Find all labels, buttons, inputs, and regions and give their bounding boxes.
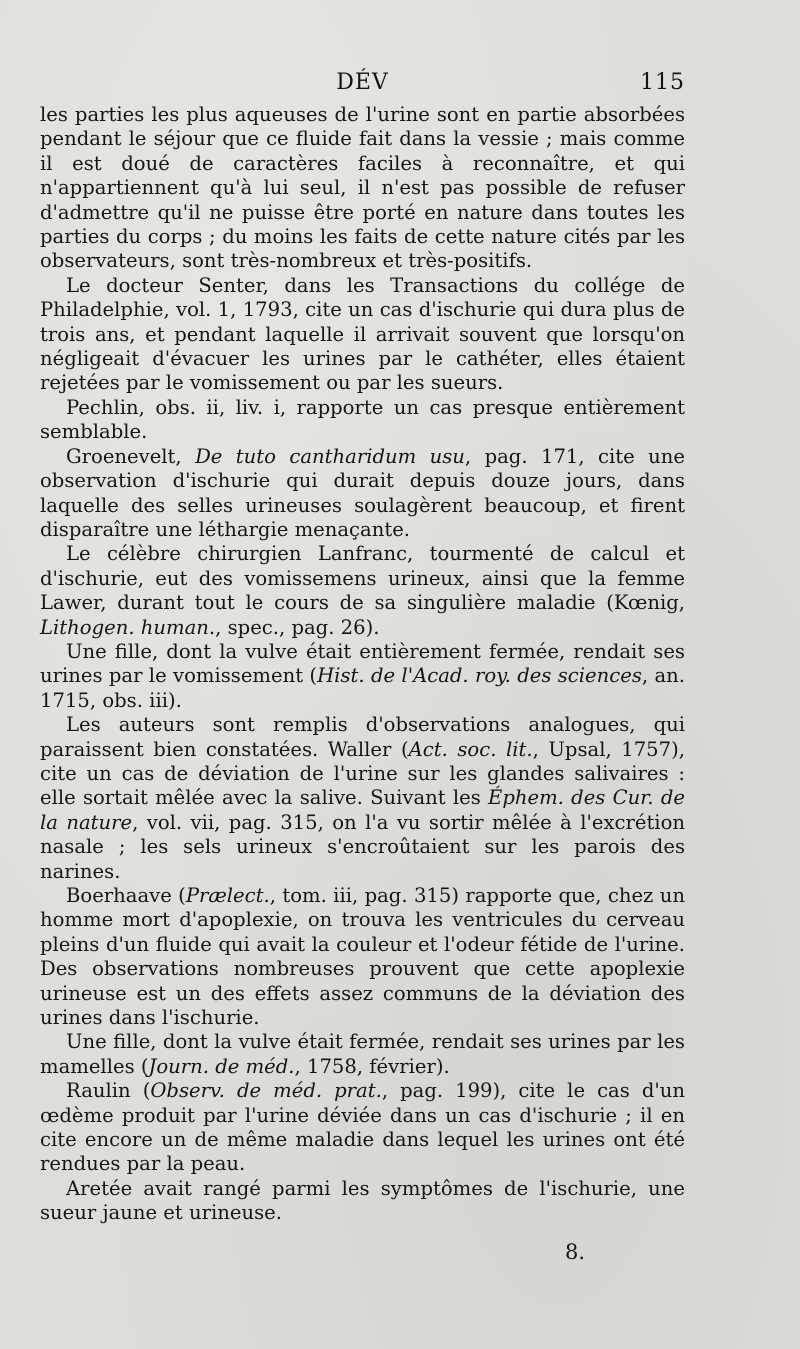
paragraph [40, 640, 685, 713]
paragraph [40, 1030, 685, 1079]
citation-title: Prælect. [185, 884, 270, 907]
text-run: Une fille, dont la vulve était entièrement fermée, rendait ses urines par le vomissement ( [40, 639, 685, 688]
paragraph [40, 713, 685, 884]
paragraph [40, 884, 685, 1030]
running-head [40, 70, 685, 100]
text-run: , 1758, février). [294, 1054, 450, 1078]
citation-title: Hist. de l'Acad. roy. des sciences [317, 664, 642, 688]
text-run: , Upsal, 1757), cite un cas de déviation de l'urine sur les glandes salivaires : elle sortait mêlée avec la salive. Suivant les [40, 737, 685, 810]
text-run: Le docteur Senter, dans les Transactions du collége de Philadelphie, vol. 1, 1793, cite un cas d'ischurie qui dura plus de trois ans, et pendant laquelle il arrivait souvent que lorsqu'on négligeait d'évacuer les urines par le cathéter, elles étaient rejetées par le vomissement ou par les sueurs. [40, 273, 685, 395]
paragraph [40, 274, 685, 396]
paragraph [40, 1177, 685, 1226]
citation-title: Éphem. des Cur. de la nature [40, 786, 686, 834]
text-run: Aretée avait rangé parmi les symptômes de l'ischurie, une sueur jaune et urineuse. [40, 1176, 685, 1225]
text-run: les parties les plus aqueuses de l'urine sont en partie absorbées pendant le séjour que ce fluide fait dans la vessie ; mais comme il est doué de caractères faciles à reconnaître, et qui n'appartiennent qu'à lui seul, il n'est pas possible de refuser d'admettre qu'il ne puisse être porté en nature dans toutes les parties du corps ; du moins les faits de cette nature cités par les observateurs, sont très-nombreux et très-positifs. [40, 103, 685, 273]
text-run: Boerhaave ( [66, 884, 186, 907]
text-run: Une fille, dont la vulve était fermée, rendait ses urines par les mamelles ( [40, 1030, 685, 1078]
paragraph [40, 445, 685, 543]
text-run: Les auteurs sont remplis d'observations analogues, qui paraissent bien constatées. Waller ( [40, 713, 685, 761]
paragraph [40, 1079, 685, 1177]
body-text [40, 103, 685, 1226]
paragraph [40, 396, 685, 445]
text-run: Groenevelt, [66, 444, 196, 468]
text-run: , pag. 171, cite une observation d'ischurie qui durait depuis douze jours, dans laquelle des selles urineuses soulagèrent beaucoup, et firent disparaître une léthargie menaçante. [40, 444, 685, 541]
citation-title: Act. soc. lit. [408, 737, 533, 761]
citation-title: De tuto cantharidum usu [195, 444, 465, 468]
running-head-title: DÉV [336, 70, 389, 95]
citation-title: Journ. de méd. [148, 1054, 295, 1078]
paragraph [40, 103, 685, 274]
text-run: , spec., pag. 26). [215, 615, 380, 639]
citation-title: Observ. de méd. prat. [150, 1079, 382, 1103]
text-run: Le célèbre chirurgien Lanfranc, tourmenté de calcul et d'ischurie, eut des vomissemens urineux, ainsi que la femme Lawer, durant tout le cours de sa singulière maladie (Kœnig, [40, 542, 685, 615]
paragraph [40, 542, 685, 640]
text-run: , an. 1715, obs. iii). [40, 664, 685, 712]
text-run: Pechlin, obs. ii, liv. i, rapporte un cas presque entièrement semblable. [40, 395, 685, 444]
citation-title: Lithogen. human. [40, 615, 216, 639]
page-number: 115 [640, 70, 685, 95]
text-run: , vol. vii, pag. 315, on l'a vu sortir mêlée à l'excrétion nasale ; les sels urineux s'encroûtaient sur les parois des narines. [40, 810, 685, 883]
text-run: , tom. iii, pag. 315) rapporte que, chez un homme mort d'apoplexie, on trouva les ventricules du cerveau pleins d'un fluide qui avait la couleur et l'odeur fétide de l'urine. Des observations nombreuses prouvent que cette apoplexie urineuse est un des effets assez communs de la déviation des urines dans l'ischurie. [40, 884, 685, 1030]
text-run: Raulin ( [66, 1079, 151, 1103]
text-run: , pag. 199), cite le cas d'un œdème produit par l'urine déviée dans un cas d'ischurie ; il en cite encore un de même maladie dans lequel les urines ont été rendues par la peau. [40, 1079, 685, 1176]
signature-mark: 8. [565, 1240, 586, 1264]
